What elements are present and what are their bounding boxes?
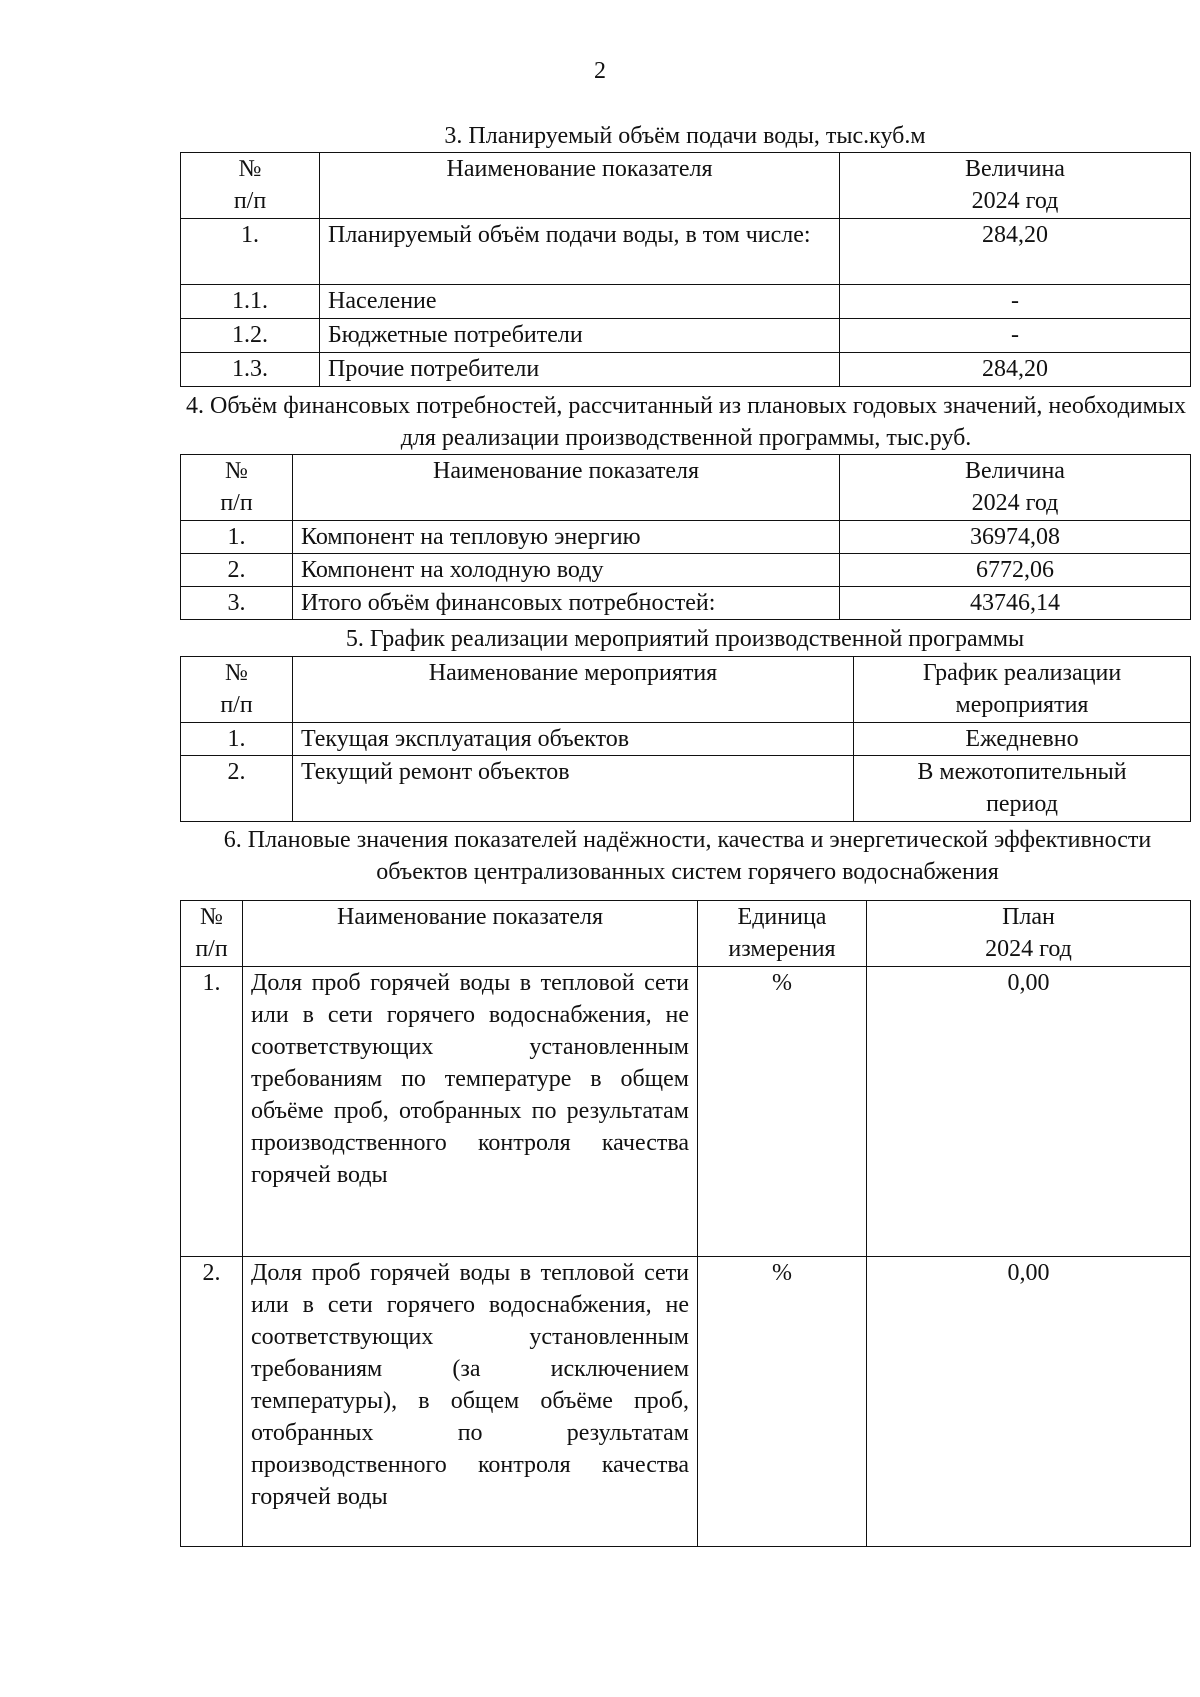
- row-unit: %: [698, 1257, 867, 1547]
- row-plan: 0,00: [867, 1257, 1191, 1547]
- row-no: 1.: [181, 967, 243, 1257]
- header-name: Наименование показателя: [243, 901, 698, 967]
- row-name: Население: [320, 285, 840, 319]
- table-row: [181, 521, 1191, 554]
- row-no: 2.: [181, 554, 293, 587]
- row-no: 1.: [181, 723, 293, 756]
- row-no: 1.3.: [181, 353, 320, 387]
- table-row: [181, 285, 1191, 319]
- row-value: Ежедневно: [854, 723, 1191, 756]
- table-row: [181, 587, 1191, 620]
- row-unit: %: [698, 967, 867, 1257]
- row-value: В межотопительный период: [854, 756, 1191, 822]
- row-name: Текущая эксплуатация объектов: [293, 723, 854, 756]
- row-value: 284,20: [840, 219, 1191, 285]
- row-value: -: [840, 285, 1191, 319]
- header-unit: Единица измерения: [698, 901, 867, 967]
- row-name: Итого объём финансовых потребностей:: [293, 587, 840, 620]
- row-plan: 0,00: [867, 967, 1191, 1257]
- table-indicators: [180, 900, 1191, 1547]
- page-number: 2: [594, 58, 606, 84]
- table-row: [181, 319, 1191, 353]
- section-5-title: 5. График реализации мероприятий производственной программы: [345, 626, 1025, 652]
- header-value: Величина 2024 год: [840, 455, 1191, 521]
- table-row: [181, 1257, 1191, 1547]
- header-value: Величина 2024 год: [840, 153, 1191, 219]
- table-row: [181, 219, 1191, 285]
- header-no: № п/п: [181, 153, 320, 219]
- row-no: 1.1.: [181, 285, 320, 319]
- table-water-volume: [180, 152, 1191, 387]
- table-row: [181, 554, 1191, 587]
- row-name: Прочие потребители: [320, 353, 840, 387]
- row-value: -: [840, 319, 1191, 353]
- row-no: 1.2.: [181, 319, 320, 353]
- row-value: 6772,06: [840, 554, 1191, 587]
- header-schedule: График реализации мероприятия: [854, 657, 1191, 723]
- row-no: 2.: [181, 756, 293, 822]
- row-name: Текущий ремонт объектов: [293, 756, 854, 822]
- row-name: Доля проб горячей воды в тепловой сети или в сети горячего водоснабжения, не соответствующих установленным требованиям (за исключением температуры), в общем объёме проб, отобранных по результатам производственного контроля качества горячей воды: [243, 1257, 698, 1547]
- header-name: Наименование показателя: [320, 153, 840, 219]
- row-no: 1.: [181, 521, 293, 554]
- table-row: [181, 353, 1191, 387]
- section-4-title: 4. Объём финансовых потребностей, рассчитанный из плановых годовых значений, необходимых для реализации производственной программы, тыс.руб.: [186, 393, 1186, 451]
- row-no: 1.: [181, 219, 320, 285]
- row-no: 3.: [181, 587, 293, 620]
- row-value: 43746,14: [840, 587, 1191, 620]
- table-row: [181, 756, 1191, 822]
- row-value: 284,20: [840, 353, 1191, 387]
- header-no: № п/п: [181, 657, 293, 723]
- row-no: 2.: [181, 1257, 243, 1547]
- header-name: Наименование показателя: [293, 455, 840, 521]
- table-schedule: [180, 656, 1191, 822]
- table-row: [181, 723, 1191, 756]
- row-name: Планируемый объём подачи воды, в том числе:: [320, 219, 840, 285]
- header-no: № п/п: [181, 455, 293, 521]
- table-row: [181, 967, 1191, 1257]
- header-name: Наименование мероприятия: [293, 657, 854, 723]
- section-3-title: 3. Планируемый объём подачи воды, тыс.куб.м: [444, 123, 926, 149]
- row-name: Бюджетные потребители: [320, 319, 840, 353]
- row-value: 36974,08: [840, 521, 1191, 554]
- row-name: Компонент на тепловую энергию: [293, 521, 840, 554]
- header-plan: План 2024 год: [867, 901, 1191, 967]
- header-no: № п/п: [181, 901, 243, 967]
- table-financial-needs: [180, 454, 1191, 620]
- section-6-title: 6. Плановые значения показателей надёжности, качества и энергетической эффективности объектов централизованных систем горячего водоснабжения: [223, 827, 1152, 885]
- row-name: Доля проб горячей воды в тепловой сети или в сети горячего водоснабжения, не соответствующих установленным требованиям по температуре в общем объёме проб, отобранных по результатам производственного контроля качества горячей воды: [243, 967, 698, 1257]
- row-name: Компонент на холодную воду: [293, 554, 840, 587]
